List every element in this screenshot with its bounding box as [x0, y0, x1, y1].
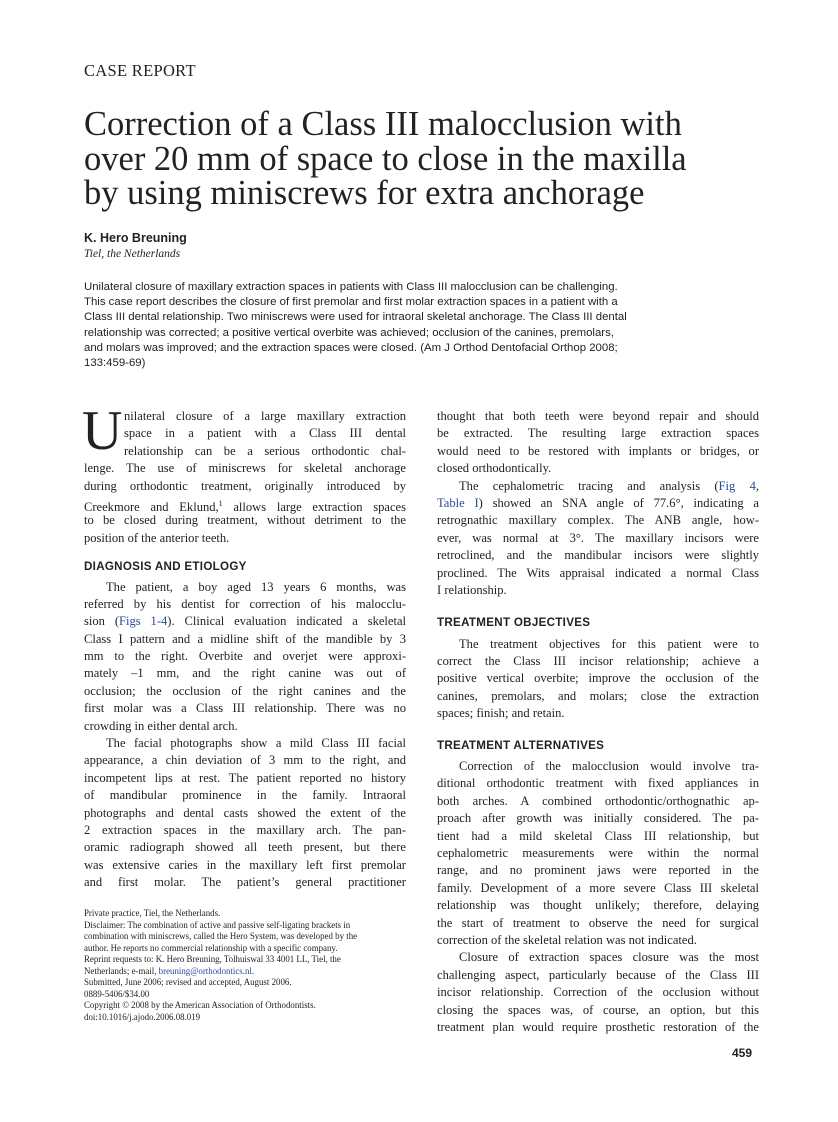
abstract-line: This case report describes the closure of first premolar and first molar extraction spaces in a patient with a	[84, 296, 618, 309]
text-line: during orthodontic treatment, originally introduced by	[84, 478, 406, 493]
text-line: range, and no prominent jaws were reported in the	[437, 863, 759, 878]
text-line: mm to the right. Overbite and overjet were approxi-	[84, 649, 406, 664]
text-line: proclined. The Wits appraisal indicated a normal Class	[437, 565, 759, 580]
table-link[interactable]: Table I	[437, 495, 479, 510]
text-span: sion (	[84, 614, 120, 629]
text-line: The treatment objectives for this patient were to	[459, 636, 759, 651]
text-line: correct the Class III incisor relationship; achieve a	[437, 654, 759, 669]
text-line: both arches. A combined orthodontic/orthognathic ap-	[437, 793, 759, 808]
text-line: cephalometric measurements were within the normal	[437, 845, 759, 860]
text-line: would need to be restored with implants or bridges, or	[437, 443, 759, 458]
text-span: ). Clinical evaluation indicated a skeletal	[167, 614, 407, 629]
text-line: was extensive caries in the maxillary left first premolar	[84, 857, 406, 872]
text-span: ) showed an SNA angle of 77.6°, indicating a	[478, 495, 760, 510]
title-line: Correction of a Class III malocclusion with	[84, 105, 682, 143]
text-line: The facial photographs show a mild Class III facial	[106, 736, 406, 751]
text-line: nilateral closure of a large maxillary extraction	[124, 409, 406, 423]
text-line: be extracted. The resulting large extraction spaces	[437, 426, 759, 441]
footnote-line: 0889-5406/$34.00	[84, 988, 150, 999]
section-label: CASE REPORT	[84, 61, 196, 80]
article-title	[84, 107, 764, 211]
text-line: photographs and dental casts showed the extent of the	[84, 805, 406, 820]
text-span: .	[251, 965, 255, 976]
text-line: position of the anterior teeth.	[84, 530, 230, 545]
text-line: to be closed during treatment, without detriment to the	[84, 513, 406, 528]
title-line: by using miniscrews for extra anchorage	[84, 174, 645, 212]
text-line	[437, 495, 759, 512]
text-line: of mandibular prominence in the family. Intraoral	[84, 788, 406, 803]
author-affiliation: Tiel, the Netherlands	[84, 248, 181, 260]
text-line: lenge. The use of miniscrews for skeletal anchorage	[84, 461, 406, 476]
text-line	[437, 478, 759, 495]
footnote-line: Disclaimer: The combination of active and passive self-ligating brackets in	[84, 919, 351, 930]
email-link[interactable]: breuning@orthodontics.nl	[158, 965, 252, 976]
text-line: correction of the skeletal relation was not indicated.	[437, 932, 697, 947]
text-line: spaces; finish; and retain.	[437, 706, 565, 721]
abstract-line: Unilateral closure of maxillary extraction spaces in patients with Class III malocclusion can be challenging.	[84, 281, 618, 293]
text-line: The patient, a boy aged 13 years 6 months, was	[106, 579, 406, 594]
text-line: closed orthodontically.	[437, 461, 552, 476]
footnote-line: Submitted, June 2006; revised and accepted, August 2006.	[84, 977, 292, 988]
abstract-line: Class III dental relationship. Two miniscrews were used for intraoral skeletal anchorage. The Class III dental	[84, 311, 627, 324]
title-line: over 20 mm of space to close in the maxilla	[84, 139, 687, 178]
text-line: challenging aspect, particularly because of the Class III	[437, 967, 759, 982]
text-span: ,	[755, 478, 759, 493]
text-line: oramic radiograph showed all teeth present, but there	[84, 840, 406, 855]
text-line: retrognathic maxillary complex. The ANB angle, how-	[437, 513, 759, 528]
text-line: mately –1 mm, and the right canine was out of	[84, 666, 406, 681]
text-line: space in a patient with a Class III dental	[124, 426, 406, 441]
text-line: Correction of the malocclusion would involve tra-	[459, 759, 759, 774]
text-line: relationship was thought unlikely; therefore, delaying	[437, 898, 759, 913]
text-line: first molar was a Class III relationship. There was no	[84, 701, 406, 716]
intro-paragraph	[82, 400, 406, 547]
text-line: retroclined, and the mandibular incisors were slightly	[437, 548, 759, 563]
text-line: positive vertical overbite; improve the occlusion of the	[437, 671, 759, 686]
author-name: K. Hero Breuning	[84, 231, 187, 245]
footnote-line	[84, 966, 404, 978]
text-line: relationship can be a serious orthodontic chal-	[124, 443, 406, 458]
text-span: allows large extraction spaces	[222, 500, 406, 515]
abstract-line: relationship was corrected; a positive vertical overbite was achieved; occlusion of the canines, premolars,	[84, 326, 614, 339]
text-line	[84, 495, 406, 515]
text-line: proach after growth was initially considered. The pa-	[437, 811, 759, 826]
footnote-line: author. He reports no commercial relationship with a specific company.	[84, 942, 338, 953]
text-line: tient had a mild skeletal Class III relationship, but	[437, 828, 759, 843]
text-line: family. Development of a more severe Class III skeletal	[437, 880, 759, 895]
page-number: 459	[732, 1046, 753, 1060]
section-heading: TREATMENT OBJECTIVES	[437, 616, 591, 630]
figure-link[interactable]: Figs 1-4	[119, 614, 168, 629]
text-line: and first molar. The patient’s general practitioner	[84, 875, 406, 890]
figure-link[interactable]: Fig 4	[718, 478, 756, 493]
footnotes	[84, 908, 404, 1023]
footnote-line: Copyright © 2008 by the American Association of Orthodontists.	[84, 1000, 316, 1011]
text-line	[84, 613, 406, 630]
text-line: treatment plan would require prosthetic restoration of the	[437, 1019, 759, 1034]
text-line: incompetent lips at rest. The patient reported no history	[84, 770, 406, 785]
footnote-line: doi:10.1016/j.ajodo.2006.08.019	[84, 1011, 201, 1022]
reference-superscript[interactable]: 1	[218, 498, 223, 508]
text-span: The cephalometric tracing and analysis (	[459, 478, 719, 493]
section-heading: DIAGNOSIS AND ETIOLOGY	[84, 560, 247, 574]
text-line: 2 extraction spaces in the maxillary arch. The pan-	[84, 822, 406, 837]
text-line: thought that both teeth were beyond repair and should	[437, 409, 759, 423]
text-line: Closure of extraction spaces closure was the most	[459, 950, 759, 965]
text-line: ditional orthodontic treatment with fixed appliances in	[437, 776, 759, 791]
text-line: referred by his dentist for correction of his malocclu-	[84, 596, 406, 611]
drop-cap: U	[82, 400, 123, 462]
text-line: closing the spaces was, of course, an option, but this	[437, 1002, 759, 1017]
text-line: crowding in either dental arch.	[84, 718, 238, 733]
text-line: I relationship.	[437, 582, 507, 597]
text-line: appearance, a chin deviation of 3 mm to the right, and	[84, 753, 406, 768]
text-line: occlusion; the occlusion of the right canines and the	[84, 683, 406, 698]
text-line: the start of treatment to observe the need for surgical	[437, 915, 759, 930]
abstract	[84, 280, 760, 371]
left-column	[82, 400, 407, 892]
footnote-line: Private practice, Tiel, the Netherlands.	[84, 908, 221, 918]
text-span: Creekmore and Eklund,	[84, 500, 219, 515]
abstract-line: 133:459-69)	[84, 357, 146, 370]
text-line: incisor relationship. Correction of the occlusion without	[437, 985, 759, 1000]
section-heading: TREATMENT ALTERNATIVES	[437, 738, 605, 752]
text-span: Netherlands; e-mail,	[84, 965, 159, 976]
text-line: ever, was normal at 3°. The maxillary incisors were	[437, 530, 759, 545]
abstract-line: and molars was improved; and the extraction spaces were closed. (Am J Orthod Dentofacial Orthop 2008;	[84, 341, 618, 354]
footnote-line: combination with miniscrews, called the Hero System, was developed by the	[84, 931, 358, 942]
right-column	[437, 408, 759, 1036]
footnote-line: Reprint requests to: K. Hero Breuning, Tolhuiswal 33 4001 LL, Tiel, the	[84, 954, 341, 965]
text-line: Class I pattern and a midline shift of the mandible by 3	[84, 631, 406, 646]
text-line: canines, premolars, and molars; close the extraction	[437, 688, 759, 703]
